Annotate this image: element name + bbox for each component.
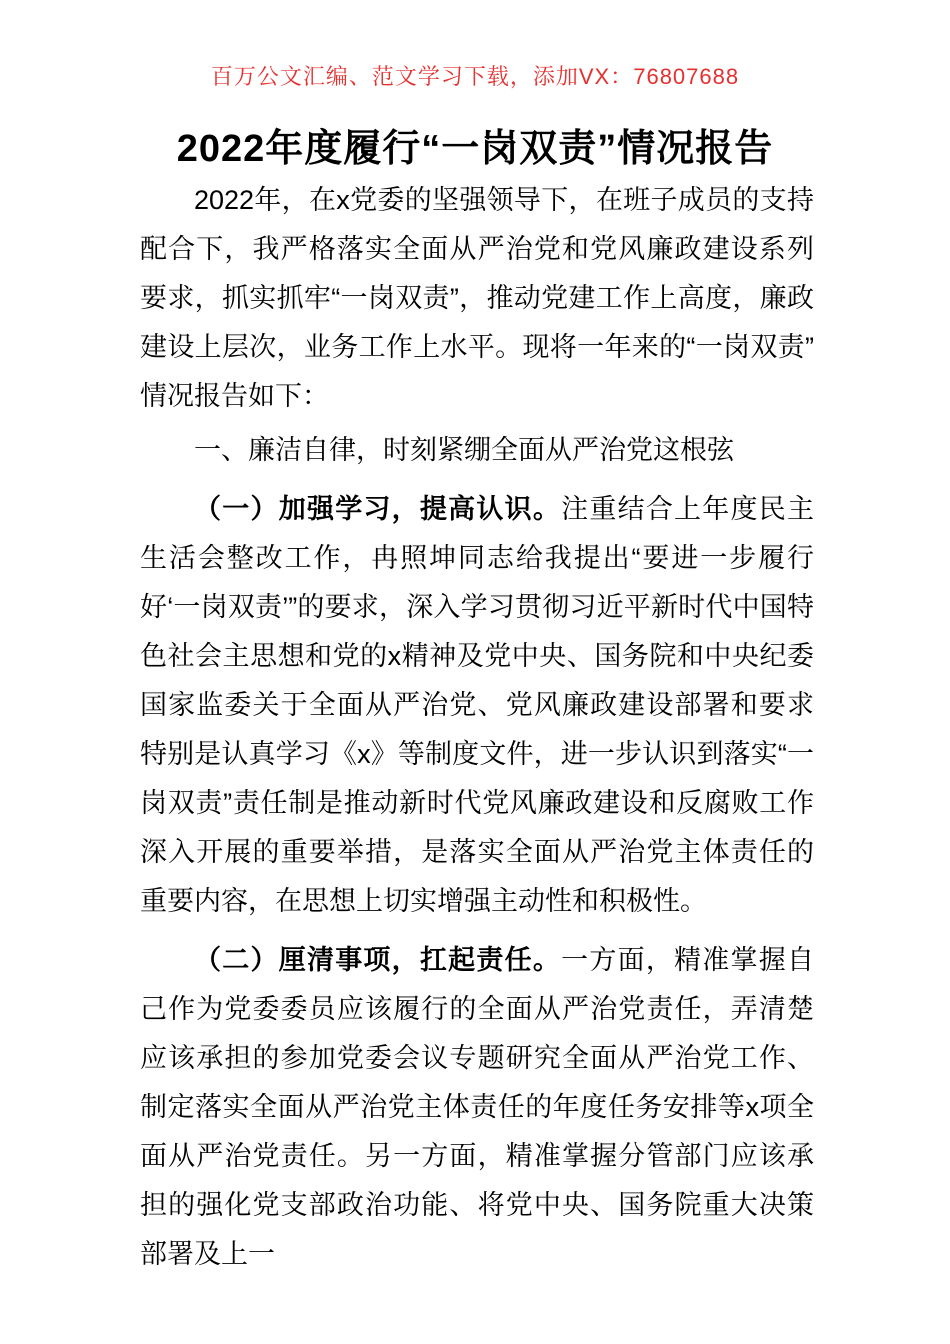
paragraph-section-1 [140,485,814,926]
section-heading-1: 一、廉洁自律，时刻紧绷全面从严治党这根弦 [194,435,734,465]
promo-banner-text: 百万公文汇编、范文学习下载，添加VX：76807688 [210,64,740,89]
section-1-text: 注重结合上年度民主生活会整改工作，冉照坤同志给我提出“要进一步履行好‘一岗双责’”的要求，深入学习贯彻习近平新时代中国特色社会主思想和党的x精神及党中央、国务院和中央纪委国家监委关于全面从严治党、党风廉政建设部署和要求特别是认真学习《x》等制度文件，进一步认识到落实“一岗双责”责任制是推动新时代党风廉政建设和反腐败工作深入开展的重要举措，是落实全面从严治党主体责任的重要内容，在思想上切实增强主动性和积极性。 [140,494,815,916]
paragraph-intro: 2022年，在x党委的坚强领导下，在班子成员的支持配合下，我严格落实全面从严治党和党风廉政建设系列要求，抓实抓牢“一岗双责”，推动党建工作上高度，廉政建设上层次，业务工作上水平。现将一年来的“一岗双责”情况报告如下： [140,185,814,411]
paragraph-section-2 [140,936,814,1279]
document-title: 2022年度履行“一岗双责”情况报告 [176,128,774,170]
section-1-lead: （一）加强学习，提高认识。 [194,494,562,524]
document-body [140,176,814,1279]
section-2-text: 一方面，精准掌握自己作为党委委员应该履行的全面从严治党责任，弄清楚应该承担的参加党委会议专题研究全面从严治党工作、制定落实全面从严治党主体责任的年度任务安排等x项全面从严治党责任。另一方面，精准掌握分管部门应该承担的强化党支部政治功能、将党中央、国务院重大决策部署及上一 [140,945,815,1269]
section-2-lead: （二）厘清事项，扛起责任。 [194,945,562,975]
